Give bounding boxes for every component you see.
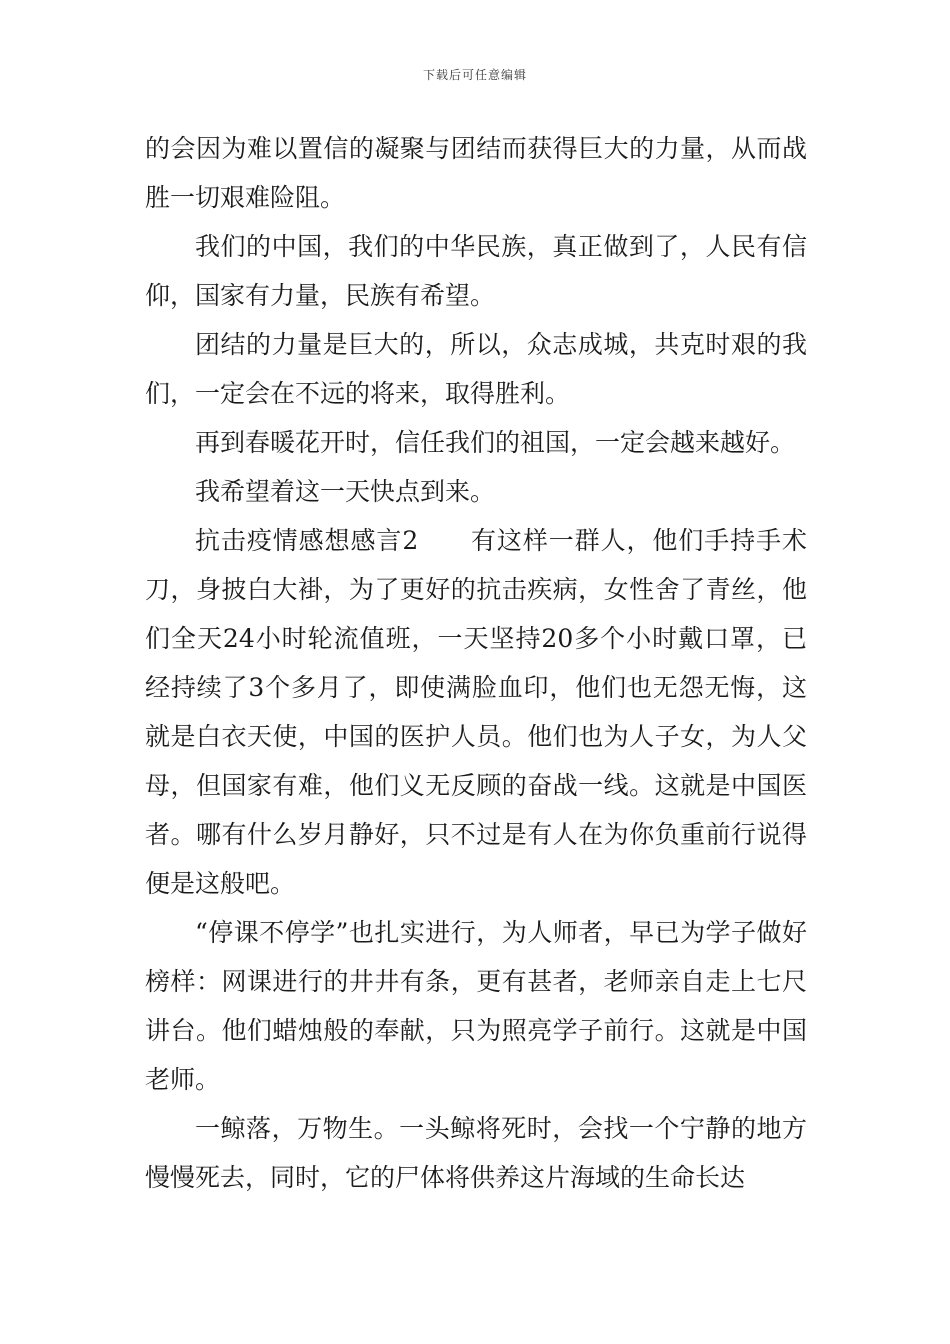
document-body <box>145 124 807 1202</box>
paragraph: 一鲸落，万物生。一头鲸将死时，会找一个宁静的地方慢慢死去，同时，它的尸体将供养这片海域的生命长达 <box>145 1114 807 1192</box>
page-header: 下载后可任意编辑 <box>422 68 527 82</box>
paragraph: 我希望着这一天快点到来。 <box>195 477 496 506</box>
paragraph: 再到春暖花开时，信任我们的祖国，一定会越来越好。 <box>195 428 796 457</box>
paragraph: 我们的中国，我们的中华民族，真正做到了，人民有信仰，国家有力量，民族有希望。 <box>145 232 807 310</box>
paragraph: 团结的力量是巨大的，所以，众志成城，共克时艰的我们，一定会在不远的将来，取得胜利。 <box>145 330 807 408</box>
paragraph: 的会因为难以置信的凝聚与团结而获得巨大的力量，从而战胜一切艰难险阻。 <box>145 134 807 212</box>
paragraph: 抗击疫情感想感言2 有这样一群人，他们手持手术刀，身披白大褂，为了更好的抗击疾病，女性舍了青丝，他们全天24小时轮流值班，一天坚持20多个小时戴口罩，已经持续了3个多月了，即使满脸血印，他们也无怨无悔，这就是白衣天使，中国的医护人员。他们也为人子女，为人父母，但国家有难，他们义无反顾的奋战一线。这就是中国医者。哪有什么岁月静好，只不过是有人在为你负重前行说得便是这般吧。 <box>145 526 807 898</box>
paragraph: “停课不停学”也扎实进行，为人师者，早已为学子做好榜样：网课进行的井井有条，更有甚者，老师亲自走上七尺讲台。他们蜡烛般的奉献，只为照亮学子前行。这就是中国老师。 <box>145 918 807 1094</box>
